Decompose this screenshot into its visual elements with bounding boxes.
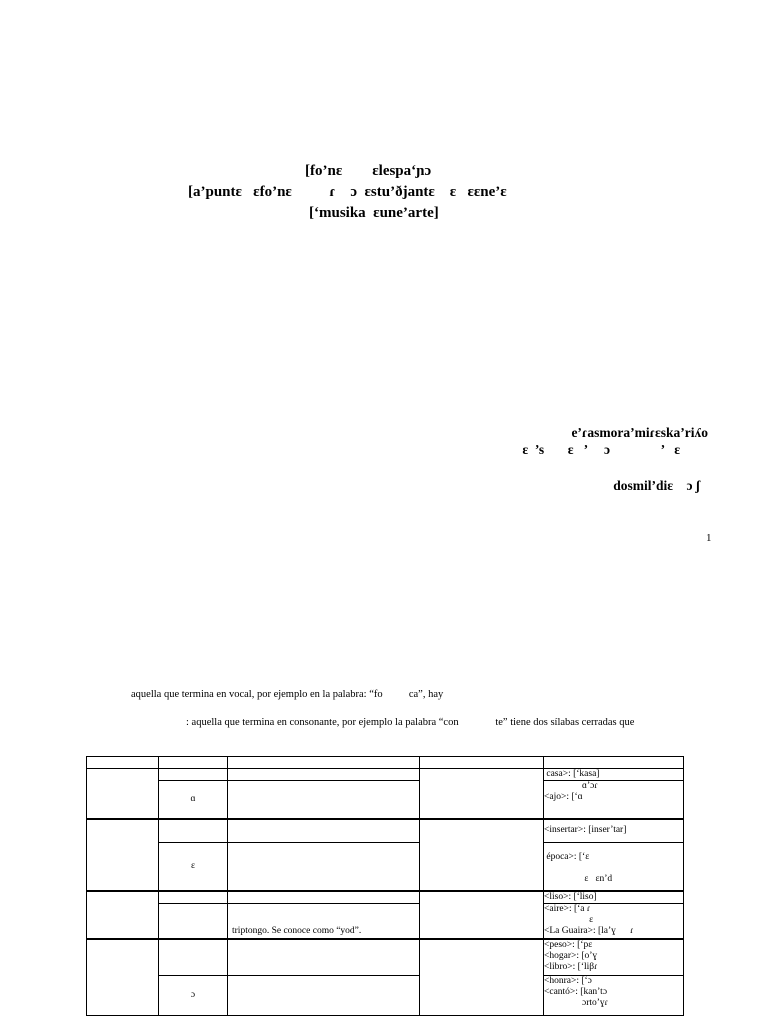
page-number: 1 [706, 532, 712, 544]
description-cell [228, 975, 420, 1015]
table-row [87, 769, 684, 781]
table-row [87, 975, 684, 1015]
description-cell [228, 891, 420, 904]
example-cell: <peso>: [‘pɛ <hogar>: [o’ɣ <libro>: [‘liβɾ [544, 939, 684, 975]
example-cell: casa>: [‘kasa] [544, 769, 684, 781]
table-cell [159, 757, 228, 769]
example-cell: ɑ’ɔɾ <ajo>: [‘ɑ [544, 781, 684, 819]
description-cell [228, 769, 420, 781]
table-row [87, 843, 684, 891]
table-cell [420, 757, 544, 769]
table-cell [420, 769, 544, 819]
title-line-3: [‘musika ɛune’arte] [309, 205, 439, 221]
table-row [87, 891, 684, 904]
title-line-1: [fo’nɛ ɛlespa‘ɲɔ [305, 163, 432, 179]
table-cell [420, 891, 544, 940]
title-line-2: [a’puntɛ ɛfo’nɛ ɾ ɔ ɛstu’ðjantɛ ɛ ɛɛne’ɛ [188, 184, 507, 200]
symbol-cell [159, 769, 228, 781]
symbol-cell [159, 939, 228, 975]
vowel-group-cell [87, 769, 159, 819]
table-cell [420, 939, 544, 1015]
paragraph-closed-syllable: : aquella que termina en consonante, por ejemplo la palabra “con te” tiene dos sílabas cerradas que [186, 717, 635, 728]
table-cell [87, 757, 159, 769]
date-line: dosmil’diɛ ɔ ʃ [613, 478, 700, 493]
example-cell: <liso>: [‘liso] [544, 891, 684, 904]
description-cell [228, 939, 420, 975]
vowel-group-cell [87, 939, 159, 1015]
vowel-table [86, 756, 684, 1016]
description-cell [228, 819, 420, 843]
table-cell [544, 757, 684, 769]
author-name: e’ɾasmora’miɾɛska’riʎo [571, 425, 708, 440]
description-cell [228, 843, 420, 891]
table-row [87, 819, 684, 843]
table-row [87, 781, 684, 819]
example-cell: <aire>: [‘a ɾ ɛ <La Guaira>: [la’ɣ ɾ [544, 903, 684, 939]
example-cell: época>: [‘ɛ ɛ ɛn’d [544, 843, 684, 891]
table-row [87, 939, 684, 975]
symbol-cell [159, 903, 228, 939]
symbol-cell [159, 891, 228, 904]
author-affiliation: ɛ ’s ɛ ’ ɔ ’ ɛ [522, 442, 680, 457]
symbol-cell: ɑ [159, 781, 228, 819]
description-cell: triptongo. Se conoce como “yod”. [228, 903, 420, 939]
table-row [87, 903, 684, 939]
symbol-cell: ɔ [159, 975, 228, 1015]
symbol-cell: ɛ [159, 843, 228, 891]
table-cell [228, 757, 420, 769]
paragraph-open-syllable: aquella que termina en vocal, por ejemplo en la palabra: “fo ca”, hay [131, 689, 444, 700]
table-cell [420, 819, 544, 891]
table-header-row [87, 757, 684, 769]
example-cell: <honra>: [‘ɔ <cantó>: [kan’tɔ ɔrto’ɣɾ [544, 975, 684, 1015]
symbol-cell [159, 819, 228, 843]
description-cell [228, 781, 420, 819]
example-cell: <insertar>: [inser’tar] [544, 819, 684, 843]
vowel-group-cell [87, 891, 159, 940]
vowel-group-cell [87, 819, 159, 891]
